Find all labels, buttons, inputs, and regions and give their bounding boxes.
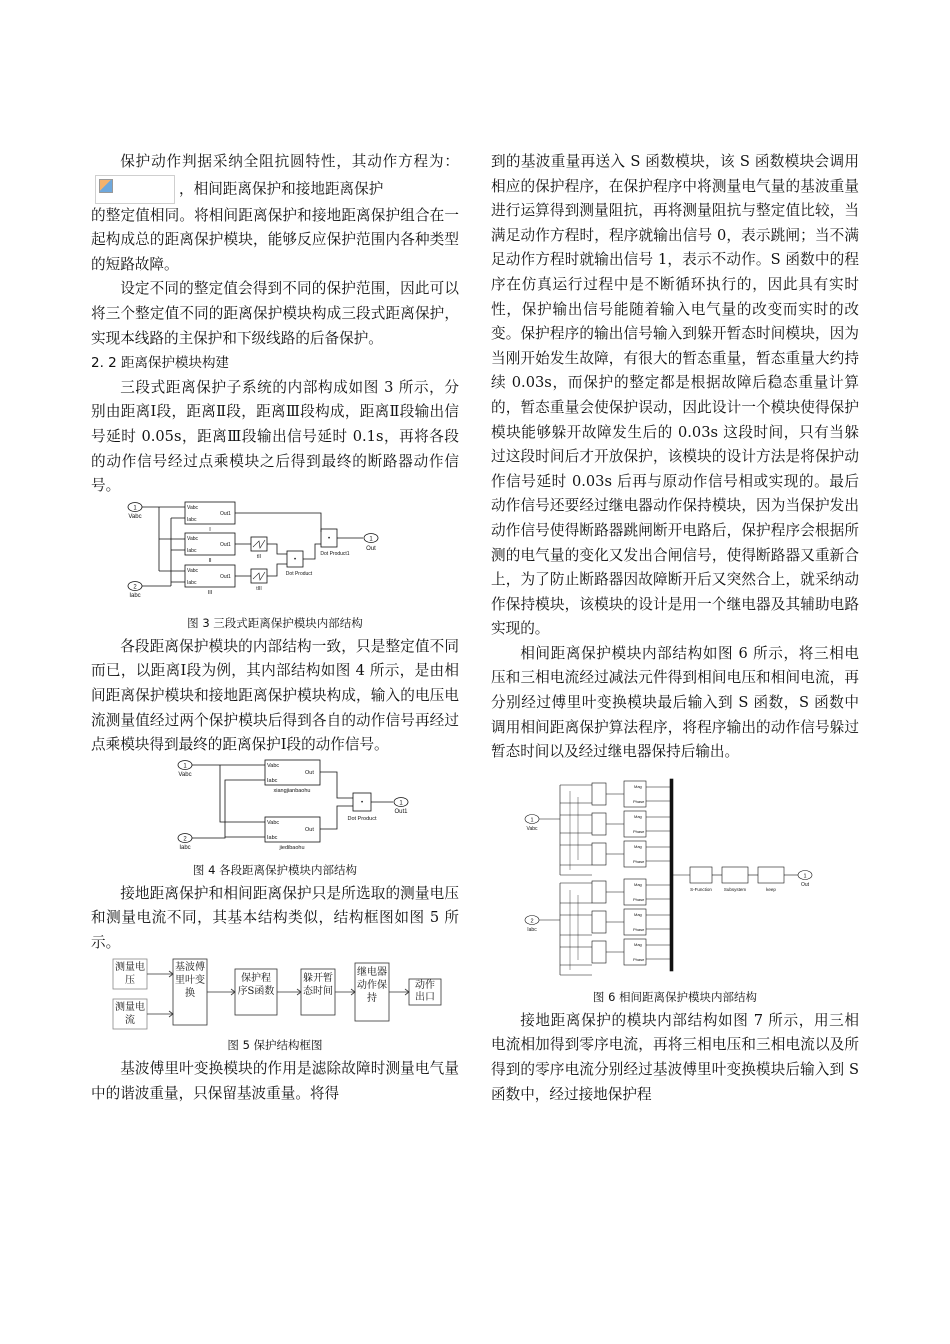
svg-text:Phase: Phase	[633, 828, 645, 834]
subtract-block	[592, 911, 606, 933]
svg-text:Mag: Mag	[634, 783, 642, 789]
svg-text:Out1: Out1	[220, 510, 231, 517]
paragraph: 的整定值相同。将相间距离保护和接地距离保护组合在一起构成总的距离保护模块，能够反应保护范围内各种类型的短路故障。	[91, 206, 459, 273]
svg-text:Out: Out	[800, 881, 810, 888]
svg-text:Phase: Phase	[633, 798, 645, 804]
svg-text:•: •	[327, 535, 331, 542]
svg-text:Phase: Phase	[633, 926, 645, 932]
svg-text:Out1: Out1	[220, 573, 231, 580]
svg-text:Mag: Mag	[634, 911, 642, 917]
svg-text:1: 1	[803, 873, 807, 880]
svg-text:•: •	[360, 799, 364, 806]
subtract-block	[592, 843, 606, 865]
figure-6-diagram	[520, 775, 830, 985]
svg-text:Vabc: Vabc	[187, 504, 199, 511]
svg-text:Out: Out	[305, 826, 314, 833]
svg-text:Phase: Phase	[633, 896, 645, 902]
equation-image-placeholder	[95, 175, 175, 204]
svg-text:Mag: Mag	[634, 843, 642, 849]
figure-3-diagram	[125, 499, 425, 611]
svg-text:1: 1	[183, 763, 187, 770]
paragraph: 接地距离保护的模块内部结构如图 7 所示，用三相电流相加得到零序电流，再将三相电压和三相电流以及所得到的零序电流分别经过基波傅里叶变换模块后输入到 S 函数中，经过接地保护程	[491, 1011, 859, 1103]
right-column	[491, 150, 859, 1107]
figure-5-caption: 图 5 保护结构框图	[227, 1038, 323, 1053]
s-function-block	[690, 867, 712, 883]
segment-3-label: III	[207, 589, 213, 596]
svg-text:Dot Product: Dot Product	[347, 815, 377, 822]
svg-text:Vabc: Vabc	[187, 535, 199, 542]
svg-text:Iabc: Iabc	[187, 579, 197, 586]
svg-text:Iabc: Iabc	[267, 834, 278, 841]
figure-5-diagram: 测量电压 测量电流 基波傅里叶变换 保护程序S函数 躲开暂态时间 继电器动作保持 动作出口	[105, 955, 445, 1033]
paragraph: 相间距离保护模块内部结构如图 6 所示，将三相电压和三相电流经过减法元件得到相间电压和相间电流，再分别经过傅里叶变换模块最后输入到 S 函数，S 函数中调用相间距离保护算法程序，将程序输出的动作信号躲过暂态时间以及经过继电器保持后输出。	[491, 644, 859, 761]
svg-text:Out1: Out1	[394, 808, 408, 815]
figure-3-caption: 图 3 三段式距离保护模块内部结构	[187, 615, 363, 630]
segment-2-label: II	[208, 557, 212, 564]
figure-6-caption: 图 6 相间距离保护模块内部结构	[592, 989, 758, 1004]
svg-text:Vabc: Vabc	[526, 825, 538, 832]
svg-text:2: 2	[530, 918, 534, 925]
segment-1-label: I	[209, 526, 211, 533]
svg-text:Subsystem: Subsystem	[723, 886, 747, 892]
svg-text:Vabc: Vabc	[267, 819, 280, 826]
paragraph: 基波傅里叶变换模块的作用是滤除故障时测量电气量中的谐波重量，只保留基波重量。将得	[91, 1060, 459, 1103]
paragraph: 各段距离保护模块的内部结构一致，只是整定值不同而已，以距离Ⅰ段为例，其内部结构如图 4 所示，是由相间距离保护模块和接地距离保护模块构成，输入的电压电流测量值经过两个保护模块后得到各自的动作信号再经过点乘模块得到最终的距离保护Ⅰ段的动作信号。	[91, 637, 459, 754]
svg-text:Vabc: Vabc	[178, 771, 192, 778]
svg-text:1: 1	[530, 817, 534, 824]
subtract-block	[592, 783, 606, 805]
svg-text:tII: tII	[256, 553, 262, 560]
section-heading: 2. 2 距离保护模块构建	[91, 355, 230, 372]
figure-4-diagram	[125, 758, 425, 858]
figure-4-caption: 图 4 各段距离保护模块内部结构	[192, 862, 358, 877]
svg-text:Out: Out	[305, 769, 314, 776]
svg-text:2: 2	[133, 584, 137, 591]
svg-text:Iabc: Iabc	[179, 844, 191, 851]
subtract-block	[592, 881, 606, 903]
svg-text:Vabc: Vabc	[267, 762, 280, 769]
input-port-1-label: Vabc	[128, 513, 142, 520]
svg-text:Iabc: Iabc	[267, 777, 278, 784]
svg-text:jiedibaohu: jiedibaohu	[279, 844, 305, 851]
paragraph: 到的基波重量再送入 S 函数模块，该 S 函数模块会调用相应的保护程序，在保护程序中将测量电气量的基波重量进行运算得到测量阻抗，再将测量阻抗与整定值比较，当满足动作方程时，程序就输出信号 0，表示跳闸；当不满足动作方程时就输出信号 1，表示不动作。S 函数中的程序在仿真运行过程中是不断循环执行的，因此具有实时性，保护输出信号能随着输入电气量的改变而实时的改变。保护程序的输出信号输入到躲开暂态时间模块，因为当刚开始发生故障，有很大的暂态重量，暂态重量大约持续 0.03s，而保护的整定都是根据故障后稳态重量计算的，暂态重量会使保护误动，因此设计一个模块使得保护模块能够躲开故障发生后的 0.03s 这段时间，只有当躲过这段时间后才开放保护，该模块的设计方法是将保护动作信号延时 0.03s 后再与原动作信号相或实现的。最后动作信号还要经过继电器动作保持模块，因为当保护发出动作信号使得断路器跳闸断开电路后，保护程序会根据所测的电气量的变化又发出合闸信号，使得断路器又重新合上，为了防止断路器因故障断开后又突然合上，就采纳动作保持模块，该模块的设计是用一个继电器及其辅助电路实现的。	[491, 153, 859, 638]
svg-text:•: •	[293, 556, 297, 563]
svg-text:xiangjianbaohu: xiangjianbaohu	[273, 787, 311, 794]
mux-bar	[670, 779, 673, 971]
paragraph: 三段式距离保护子系统的内部构成如图 3 所示，分别由距离Ⅰ段，距离Ⅱ段，距离Ⅲ段构成，距离Ⅱ段输出信号延时 0.05s，距离Ⅲ段输出信号延时 0.1s，再将各段的动作信号经过点乘模块之后得到最终的断路器动作信号。	[91, 378, 459, 495]
keep-block	[758, 867, 784, 883]
svg-text:Iabc: Iabc	[187, 547, 197, 554]
svg-text:S-Function: S-Function	[690, 886, 712, 892]
paragraph: 设定不同的整定值会得到不同的保护范围，因此可以将三个整定值不同的距离保护模块构成三段式距离保护，实现本线路的主保护和下级线路的后备保护。	[91, 280, 459, 347]
broken-image-icon	[99, 179, 113, 193]
svg-text:Mag: Mag	[634, 813, 642, 819]
svg-text:Iabc: Iabc	[187, 516, 197, 523]
svg-text:Dot Product1: Dot Product1	[320, 550, 350, 557]
svg-text:keep: keep	[766, 886, 776, 892]
svg-text:2: 2	[183, 836, 187, 843]
svg-text:Iabc: Iabc	[527, 926, 537, 933]
svg-text:Out1: Out1	[220, 541, 231, 548]
delay-3-block	[251, 569, 267, 583]
svg-text:Dot Product: Dot Product	[285, 570, 313, 577]
paragraph: 接地距离保护和相间距离保护只是所选取的测量电压和测量电流不同，其基本结构类似，结构框图如图 5 所示。	[91, 884, 459, 951]
svg-text:tIII: tIII	[256, 585, 262, 592]
svg-text:Mag: Mag	[634, 941, 642, 947]
input-port-1-num: 1	[133, 505, 137, 512]
svg-text:Phase: Phase	[633, 956, 645, 962]
paragraph: 保护动作判据采纳全阻抗圆特性，其动作方程为： ，相间距离保护和接地距离保护	[91, 150, 459, 204]
svg-text:Vabc: Vabc	[187, 567, 199, 574]
delay-2-block	[251, 537, 267, 551]
subtract-block	[592, 813, 606, 835]
subsystem-block	[722, 867, 748, 883]
left-column	[91, 150, 459, 1107]
svg-text:Phase: Phase	[633, 858, 645, 864]
svg-text:Out: Out	[366, 545, 376, 552]
subtract-block	[592, 941, 606, 963]
svg-text:1: 1	[369, 536, 373, 543]
svg-text:Iabc: Iabc	[129, 592, 141, 599]
svg-text:Mag: Mag	[634, 881, 642, 887]
svg-text:1: 1	[399, 800, 403, 807]
